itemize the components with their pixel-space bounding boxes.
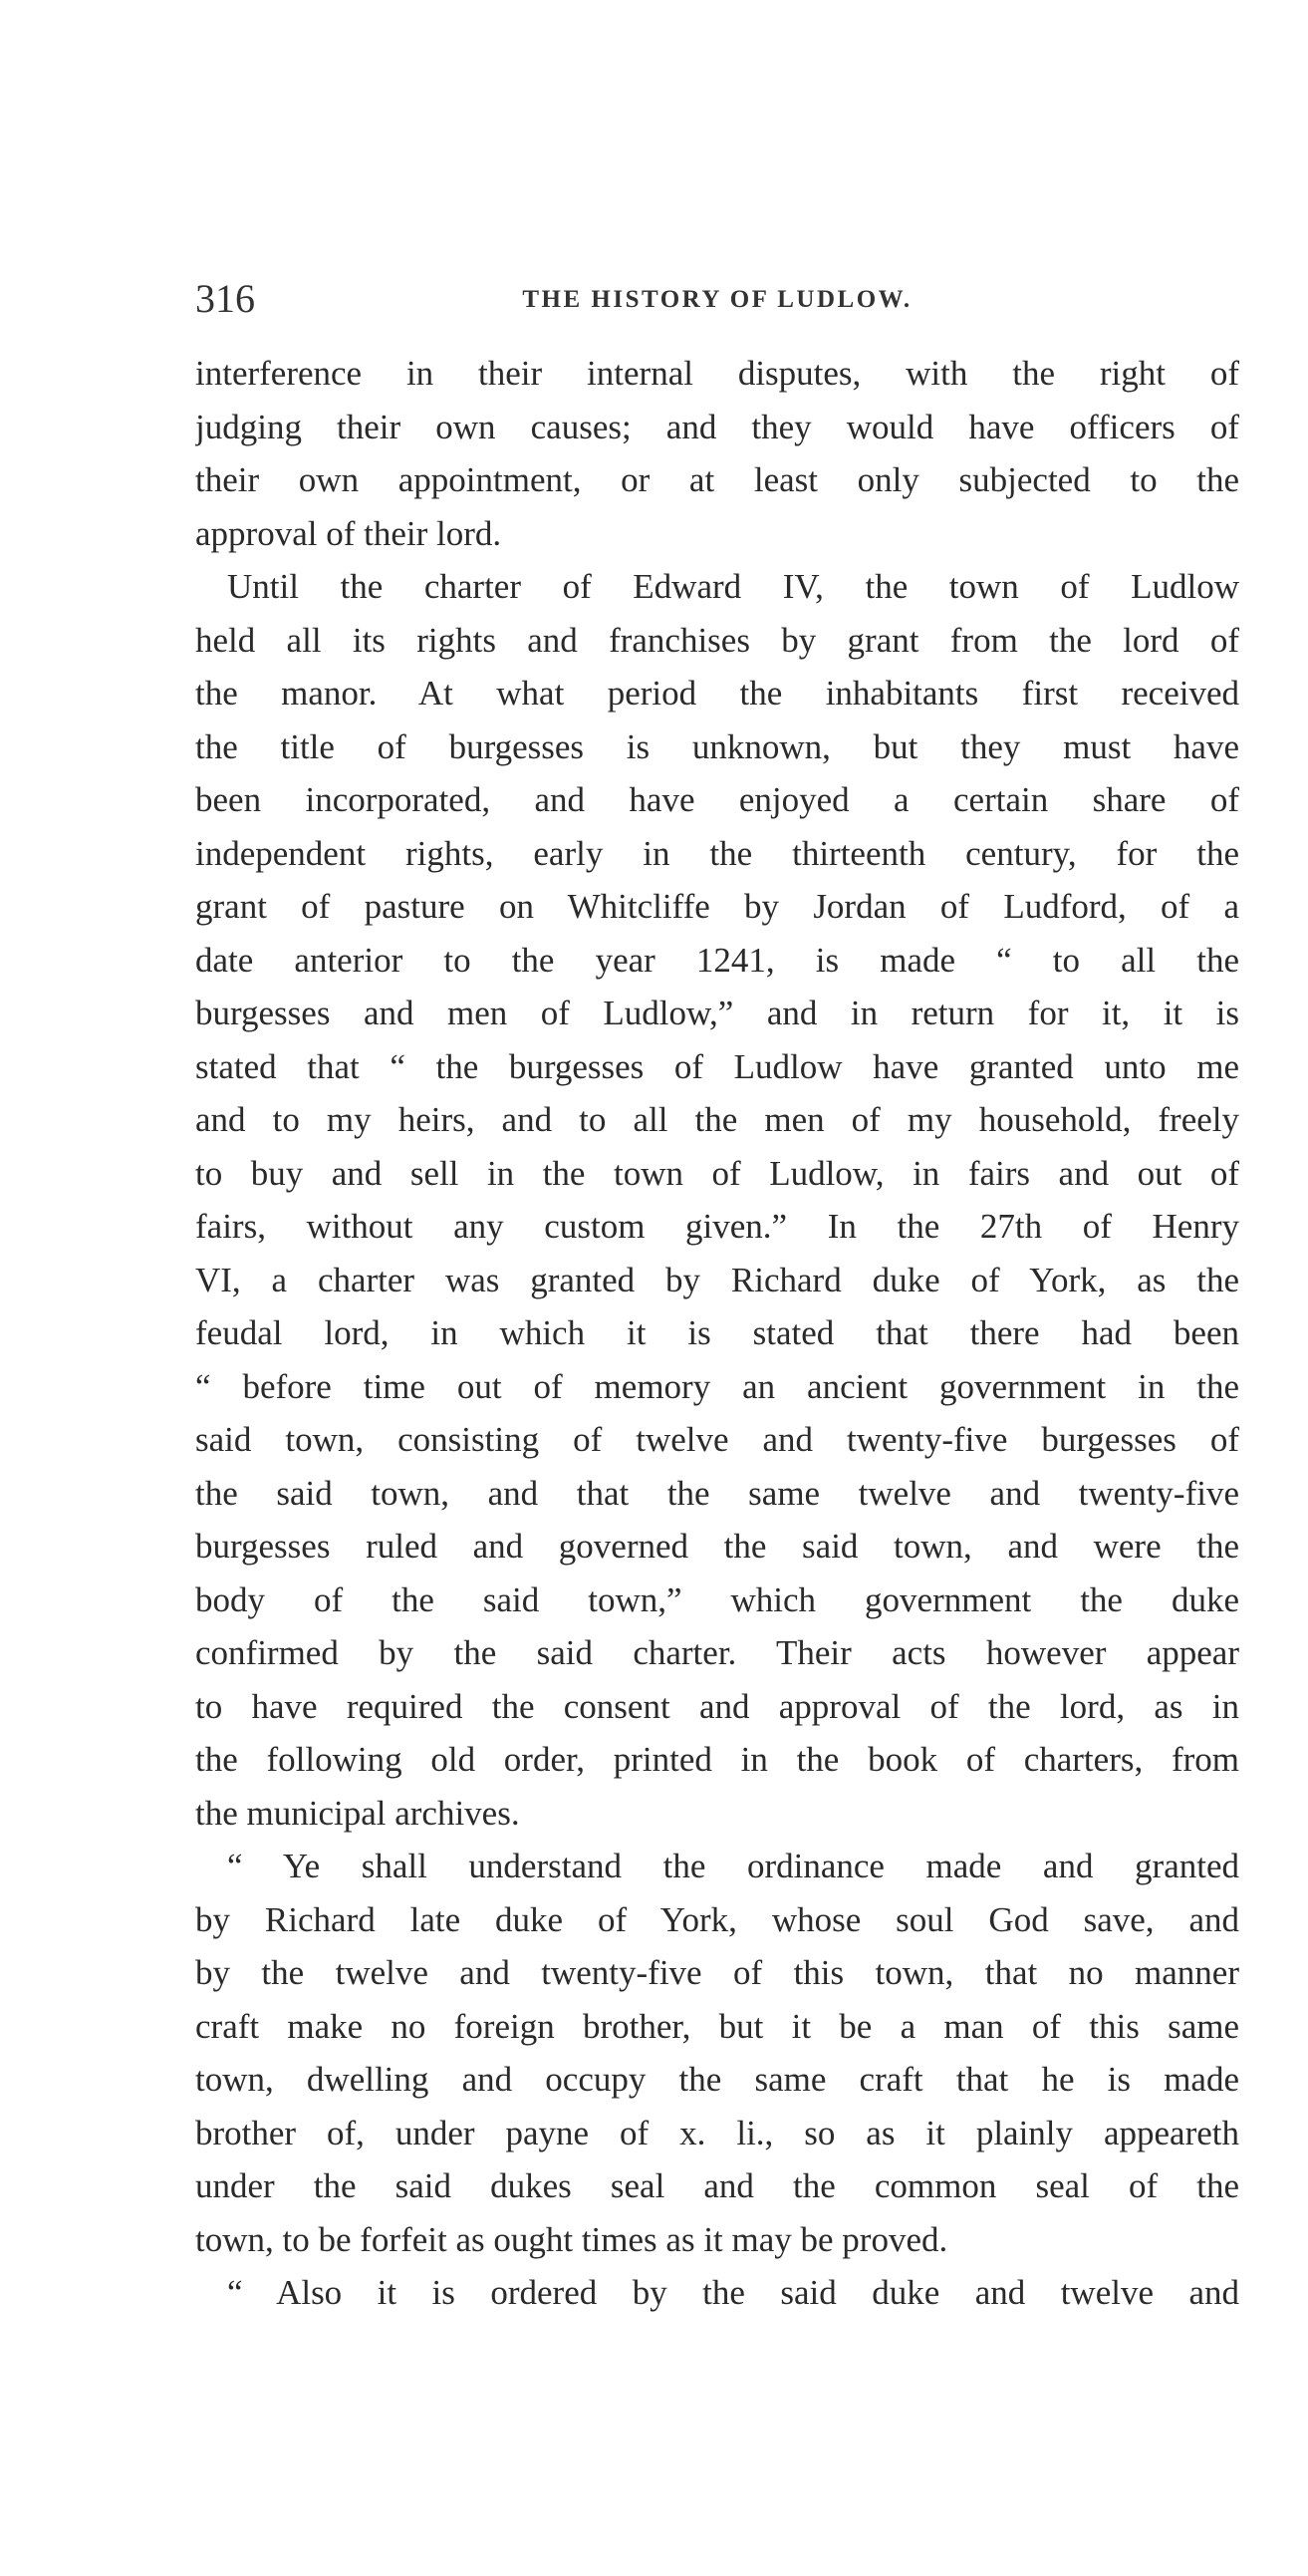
text-line: and to my heirs, and to all the men of my household, freely xyxy=(195,1100,1239,1139)
text-line: interference in their internal disputes, with the right of xyxy=(195,354,1239,393)
text-line: Until the charter of Edward IV, the town of Ludlow xyxy=(227,567,1239,606)
text-line: “ Ye shall understand the ordinance made and granted xyxy=(227,1847,1239,1885)
text-line: stated that “ the burgesses of Ludlow have granted unto me xyxy=(195,1046,1239,1086)
text-line: craft make no foreign brother, but it be a man of this same xyxy=(195,2006,1239,2046)
running-head xyxy=(195,276,1239,327)
text-line: to have required the consent and approval of the lord, as in xyxy=(195,1686,1239,1726)
text-line: their own appointment, or at least only subjected to the xyxy=(195,460,1239,499)
text-line: independent rights, early in the thirteenth century, for the xyxy=(195,833,1239,873)
text-line: burgesses and men of Ludlow,” and in return for it, it is xyxy=(195,994,1239,1032)
text-line: by Richard late duke of York, whose soul God save, and xyxy=(195,1899,1239,1939)
text-line: town, to be forfeit as ought times as it may be proved. xyxy=(195,2219,948,2259)
text-line: by the twelve and twenty-five of this town, that no manner xyxy=(195,1953,1239,1992)
text-line: the following old order, printed in the book of charters, from xyxy=(195,1740,1239,1779)
book-page xyxy=(195,276,1239,2320)
text-line: feudal lord, in which it is stated that there had been xyxy=(195,1313,1239,1352)
page-number: 316 xyxy=(195,276,255,321)
text-line: “ Also it is ordered by the said duke and twelve and xyxy=(227,2273,1239,2312)
text-line: been incorporated, and have enjoyed a certain share of xyxy=(195,780,1239,819)
text-line: the municipal archives. xyxy=(195,1793,520,1833)
text-line: under the said dukes seal and the common seal of the xyxy=(195,2166,1239,2205)
body-text xyxy=(195,347,1239,2320)
text-line: burgesses ruled and governed the said town, and were the xyxy=(195,1527,1239,1566)
text-line: the title of burgesses is unknown, but they must have xyxy=(195,726,1239,766)
text-line: said town, consisting of twelve and twenty-five burgesses of xyxy=(195,1420,1239,1459)
text-line: the manor. At what period the inhabitants first received xyxy=(195,674,1239,713)
text-line: confirmed by the said charter. Their acts however appear xyxy=(195,1633,1239,1672)
text-line: to buy and sell in the town of Ludlow, in fairs and out of xyxy=(195,1153,1239,1193)
text-line: brother of, under payne of x. li., so as it plainly appeareth xyxy=(195,2113,1239,2152)
text-line: body of the said town,” which government the duke xyxy=(195,1579,1239,1619)
text-line: approval of their lord. xyxy=(195,513,502,553)
text-line: the said town, and that the same twelve and twenty-five xyxy=(195,1473,1239,1513)
text-line: “ before time out of memory an ancient government in the xyxy=(195,1366,1239,1406)
text-line: date anterior to the year 1241, is made “ to all the xyxy=(195,940,1239,980)
text-line: judging their own causes; and they would have officers of xyxy=(195,407,1239,446)
running-title: THE HISTORY OF LUDLOW. xyxy=(522,286,913,313)
text-line: town, dwelling and occupy the same craft that he is made xyxy=(195,2060,1239,2099)
text-line: grant of pasture on Whitcliffe by Jordan of Ludford, of a xyxy=(195,887,1239,926)
text-line: fairs, without any custom given.” In the 27th of Henry xyxy=(195,1207,1239,1246)
text-line: held all its rights and franchises by grant from the lord of xyxy=(195,620,1239,660)
text-line: VI, a charter was granted by Richard duke of York, as the xyxy=(195,1260,1239,1299)
